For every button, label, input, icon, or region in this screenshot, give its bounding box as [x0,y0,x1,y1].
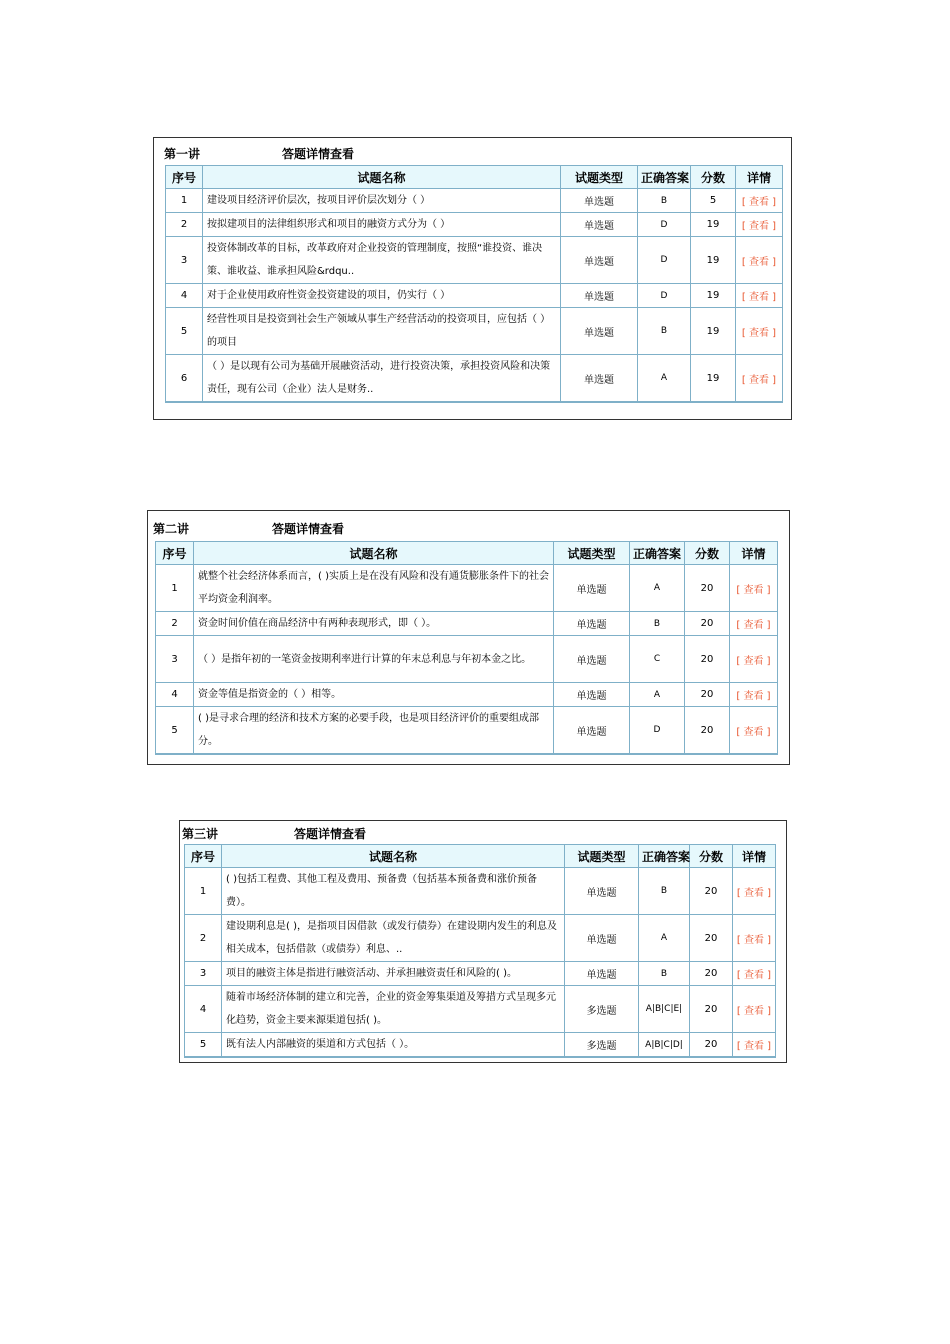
row-no: 5 [156,707,194,755]
view-detail-link[interactable]: [ 查看 ] [736,237,783,284]
question-name: ( )包括工程费、其他工程及费用、预备费（包括基本预备费和涨价预备费）。 [222,868,565,915]
lecture-title: 答题详情查看 [282,147,355,161]
view-detail-link[interactable]: [ 查看 ] [730,565,778,612]
correct-answer: B [638,189,691,213]
question-type: 单选题 [561,355,638,403]
col-header-no: 序号 [156,542,194,565]
score: 20 [690,915,733,962]
table-row [156,683,778,707]
table-row [166,284,783,308]
col-header-name: 试题名称 [194,542,554,565]
row-no: 5 [166,308,203,355]
view-detail-link[interactable]: [ 查看 ] [733,868,776,915]
correct-answer: D [638,284,691,308]
col-header-type: 试题类型 [561,166,638,189]
table-header-row [185,845,776,868]
table-row [166,308,783,355]
row-no: 1 [185,868,222,915]
score: 20 [685,612,730,636]
question-type: 单选题 [565,915,639,962]
view-detail-link[interactable]: [ 查看 ] [733,1033,776,1058]
col-header-score: 分数 [685,542,730,565]
col-header-answer: 正确答案 [639,845,690,868]
question-name: 经营性项目是投资到社会生产领域从事生产经营活动的投资项目，应包括（ ）的项目 [203,308,561,355]
row-no: 1 [156,565,194,612]
view-detail-link[interactable]: [ 查看 ] [733,962,776,986]
question-name: 建设项目经济评价层次，按项目评价层次划分（ ） [203,189,561,213]
correct-answer: A [630,683,685,707]
correct-answer: D [630,707,685,755]
question-name: 资金时间价值在商品经济中有两种表现形式，即（ ）。 [194,612,554,636]
lecture-title: 答题详情查看 [294,827,367,841]
lecture-label: 第一讲 [164,147,201,161]
correct-answer: C [630,636,685,683]
question-type: 多选题 [565,986,639,1033]
row-no: 3 [156,636,194,683]
row-no: 3 [185,962,222,986]
question-name: 项目的融资主体是指进行融资活动、并承担融资责任和风险的( )。 [222,962,565,986]
question-type: 单选题 [565,962,639,986]
lecture-panel-3 [179,820,787,1063]
row-no: 2 [156,612,194,636]
view-detail-link[interactable]: [ 查看 ] [736,213,783,237]
col-header-name: 试题名称 [222,845,565,868]
view-detail-link[interactable]: [ 查看 ] [733,915,776,962]
question-type: 单选题 [561,213,638,237]
lecture-title: 答题详情查看 [272,522,345,536]
score: 20 [685,565,730,612]
score: 19 [691,213,736,237]
question-type: 单选题 [554,612,630,636]
col-header-detail: 详情 [733,845,776,868]
correct-answer: A|B|C|E| [639,986,690,1033]
correct-answer: B [638,308,691,355]
row-no: 2 [166,213,203,237]
view-detail-link[interactable]: [ 查看 ] [736,189,783,213]
col-header-answer: 正确答案 [638,166,691,189]
question-type: 单选题 [561,308,638,355]
correct-answer: B [630,612,685,636]
question-name: 随着市场经济体制的建立和完善，企业的资金筹集渠道及筹措方式呈现多元化趋势，资金主要来源渠道包括( )。 [222,986,565,1033]
lecture-header [180,825,786,843]
correct-answer: A|B|C|D| [639,1033,690,1058]
view-detail-link[interactable]: [ 查看 ] [730,683,778,707]
row-no: 5 [185,1033,222,1058]
row-no: 4 [185,986,222,1033]
col-header-type: 试题类型 [554,542,630,565]
question-name: 既有法人内部融资的渠道和方式包括（ ）。 [222,1033,565,1058]
score: 20 [690,986,733,1033]
correct-answer: D [638,213,691,237]
correct-answer: A [630,565,685,612]
table-row [166,355,783,403]
col-header-detail: 详情 [730,542,778,565]
view-detail-link[interactable]: [ 查看 ] [736,284,783,308]
answer-table [155,541,778,755]
col-header-no: 序号 [166,166,203,189]
row-no: 4 [166,284,203,308]
score: 20 [685,683,730,707]
view-detail-link[interactable]: [ 查看 ] [733,986,776,1033]
table-row [185,962,776,986]
table-row [185,986,776,1033]
row-no: 1 [166,189,203,213]
table-row [166,213,783,237]
table-header-row [166,166,783,189]
view-detail-link[interactable]: [ 查看 ] [730,612,778,636]
view-detail-link[interactable]: [ 查看 ] [736,308,783,355]
view-detail-link[interactable]: [ 查看 ] [736,355,783,403]
table-row [185,915,776,962]
table-row [156,565,778,612]
col-header-answer: 正确答案 [630,542,685,565]
correct-answer: A [639,915,690,962]
correct-answer: B [639,962,690,986]
score: 20 [685,636,730,683]
question-name: ( )是寻求合理的经济和技术方案的必要手段，也是项目经济评价的重要组成部分。 [194,707,554,755]
score: 20 [685,707,730,755]
question-name: 投资体制改革的目标，改革政府对企业投资的管理制度，按照“谁投资、谁决策、谁收益、谁承担风险&rdqu.. [203,237,561,284]
lecture-header [154,145,791,163]
lecture-panel-1 [153,137,792,420]
table-row [166,237,783,284]
score: 20 [690,962,733,986]
table-row [185,868,776,915]
question-name: 对于企业使用政府性资金投资建设的项目，仍实行（ ） [203,284,561,308]
lecture-label: 第三讲 [182,827,219,841]
lecture-header [148,520,789,538]
table-row [185,1033,776,1058]
col-header-type: 试题类型 [565,845,639,868]
correct-answer: D [638,237,691,284]
question-name: （ ）是以现有公司为基础开展融资活动，进行投资决策，承担投资风险和决策责任，现有公司（企业）法人是财务.. [203,355,561,403]
question-name: 按拟建项目的法律组织形式和项目的融资方式分为（ ） [203,213,561,237]
row-no: 2 [185,915,222,962]
question-type: 单选题 [554,636,630,683]
question-type: 单选题 [561,189,638,213]
question-name: 资金等值是指资金的（ ）相等。 [194,683,554,707]
score: 19 [691,284,736,308]
answer-table [184,844,776,1058]
col-header-detail: 详情 [736,166,783,189]
answer-table [165,165,783,403]
col-header-name: 试题名称 [203,166,561,189]
lecture-label: 第二讲 [153,522,190,536]
row-no: 6 [166,355,203,403]
question-type: 单选题 [554,683,630,707]
score: 5 [691,189,736,213]
table-row [166,189,783,213]
row-no: 4 [156,683,194,707]
score: 19 [691,308,736,355]
question-type: 单选题 [561,237,638,284]
score: 19 [691,237,736,284]
col-header-no: 序号 [185,845,222,868]
question-name: （ ）是指年初的一笔资金按期利率进行计算的年末总利息与年初本金之比。 [194,636,554,683]
col-header-score: 分数 [690,845,733,868]
question-type: 单选题 [565,868,639,915]
question-type: 多选题 [565,1033,639,1058]
correct-answer: B [639,868,690,915]
score: 19 [691,355,736,403]
question-name: 建设期利息是( )，是指项目因借款（或发行债券）在建设期内发生的利息及相关成本，包括借款（或债券）利息、.. [222,915,565,962]
question-name: 就整个社会经济体系而言，( )实质上是在没有风险和没有通货膨胀条件下的社会平均资金利润率。 [194,565,554,612]
view-detail-link[interactable]: [ 查看 ] [730,707,778,755]
table-row [156,707,778,755]
table-row [156,636,778,683]
score: 20 [690,868,733,915]
score: 20 [690,1033,733,1058]
correct-answer: A [638,355,691,403]
table-header-row [156,542,778,565]
question-type: 单选题 [561,284,638,308]
lecture-panel-2 [147,510,790,765]
row-no: 3 [166,237,203,284]
question-type: 单选题 [554,565,630,612]
view-detail-link[interactable]: [ 查看 ] [730,636,778,683]
table-row [156,612,778,636]
question-type: 单选题 [554,707,630,755]
col-header-score: 分数 [691,166,736,189]
